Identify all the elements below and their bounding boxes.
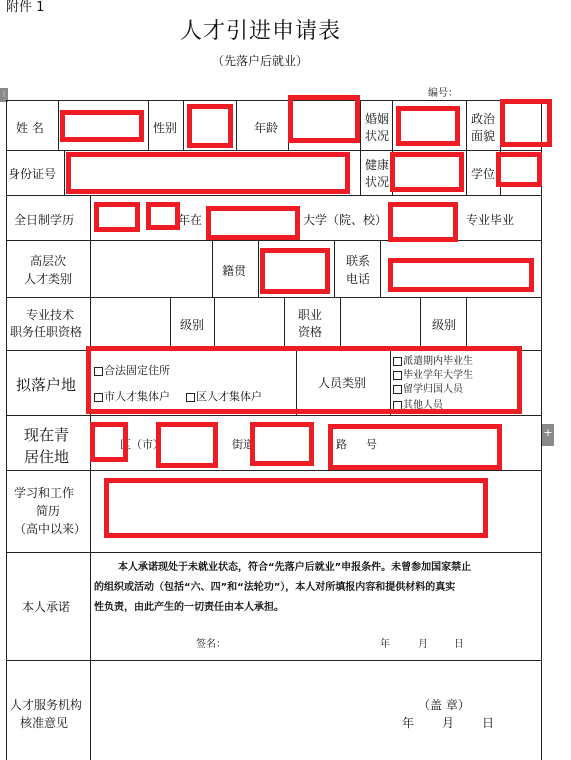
gender-field-redacted[interactable] xyxy=(187,104,233,148)
vocational-label-1: 职业 xyxy=(298,308,323,322)
resume-field-redacted[interactable] xyxy=(104,478,488,538)
agency-approval-label-2: 核准意见 xyxy=(20,716,69,730)
signature-label: 签名： xyxy=(196,639,226,650)
serial-number-label: 编号： xyxy=(428,88,458,99)
settlement-location-label: 拟落户地 xyxy=(16,376,77,394)
agency-approval-label-1: 人才服务机构 xyxy=(10,698,83,712)
street-field-redacted[interactable] xyxy=(250,422,314,466)
id-number-field-redacted[interactable] xyxy=(66,152,350,194)
approval-day-label: 日 xyxy=(482,716,495,730)
political-label-1: 政治 xyxy=(471,112,496,126)
pledge-day-label: 日 xyxy=(454,639,464,650)
health-label-2: 状况 xyxy=(365,175,390,189)
university-field-redacted[interactable] xyxy=(206,206,300,240)
resume-label-1: 学习和工作 xyxy=(14,486,75,500)
major-graduated-label: 专业毕业 xyxy=(466,213,515,227)
option-label: 合法固定住所 xyxy=(104,364,170,377)
phone-field-redacted[interactable] xyxy=(388,258,534,292)
education-field-redacted[interactable] xyxy=(94,202,140,232)
form-title: 人才引进申请表 xyxy=(180,19,342,44)
street-label: 街道 xyxy=(232,438,254,451)
degree-label: 学位 xyxy=(471,167,496,181)
house-number-label: 号 xyxy=(366,438,377,451)
name-field-redacted[interactable] xyxy=(60,110,144,142)
option-label: 市人才集体户 xyxy=(104,390,170,403)
option-label: 其他人员 xyxy=(403,400,443,411)
pledge-month-label: 月 xyxy=(418,639,428,650)
contact-label-1: 联系 xyxy=(346,254,371,268)
personnel-type-label: 人员类别 xyxy=(318,376,367,390)
approval-year-label: 年 xyxy=(402,716,415,730)
pledge-text-line-2: 的组织或活动（包括“六、四”和“法轮功”），本人对所填报内容和提供材料的真实 xyxy=(94,582,456,593)
health-label-1: 健康 xyxy=(365,158,390,172)
year-field-redacted[interactable] xyxy=(146,202,180,230)
resume-label-3: （高中以来） xyxy=(14,522,87,536)
age-field-redacted[interactable] xyxy=(288,95,360,143)
settlement-selection-redacted[interactable] xyxy=(86,346,522,414)
political-label-2: 面貌 xyxy=(471,129,496,143)
id-number-label: 身份证号 xyxy=(8,167,57,181)
major-field-redacted[interactable] xyxy=(388,202,458,242)
contact-label-2: 电话 xyxy=(346,272,371,286)
vocational-label-2: 资格 xyxy=(298,325,323,339)
name-label: 姓 名 xyxy=(16,121,44,135)
pledge-label: 本人承诺 xyxy=(22,600,71,614)
year-in-label: 年在 xyxy=(178,213,203,227)
tech-title-label-1: 专业技术 xyxy=(26,308,75,322)
current-residence-label-1: 现在青 xyxy=(24,426,70,444)
attachment-label: 附件 1 xyxy=(6,0,45,15)
marital-label-2: 状况 xyxy=(365,129,390,143)
resize-handle-left[interactable]: ⁝ xyxy=(0,88,8,102)
district-name-field-redacted[interactable] xyxy=(156,422,218,468)
native-place-label: 籍贯 xyxy=(222,264,247,278)
pledge-year-label: 年 xyxy=(380,639,390,650)
pledge-text-line-1: 本人承诺现处于未就业状态，符合“先落户后就业”申报条件。未曾参加国家禁止 xyxy=(118,562,472,573)
resume-label-2: 简历 xyxy=(36,504,61,518)
health-field-redacted[interactable] xyxy=(390,152,464,192)
district-label: 区（市） xyxy=(120,438,164,451)
pledge-text-line-3: 性负责，由此产生的一切责任由本人承担。 xyxy=(94,602,284,613)
degree-field-redacted[interactable] xyxy=(496,152,542,187)
marital-field-redacted[interactable] xyxy=(396,106,460,146)
age-label: 年龄 xyxy=(254,121,279,135)
gender-label: 性别 xyxy=(153,121,178,135)
option-label: 留学归国人员 xyxy=(403,384,463,395)
district-field-redacted[interactable] xyxy=(90,422,128,462)
expand-handle-right[interactable]: + xyxy=(542,424,554,446)
marital-label-1: 婚姻 xyxy=(365,112,390,126)
native-place-field-redacted[interactable] xyxy=(260,248,330,294)
form-subtitle: （先落户后就业） xyxy=(212,54,309,68)
level-label-1: 级别 xyxy=(180,318,205,332)
political-field-redacted[interactable] xyxy=(500,99,552,147)
current-residence-label-2: 居住地 xyxy=(24,448,70,466)
tech-title-label-2: 职务任职资格 xyxy=(10,325,83,339)
seal-label: （盖 章） xyxy=(418,698,470,712)
fulltime-education-label: 全日制学历 xyxy=(14,213,75,227)
talent-category-label-1: 高层次 xyxy=(30,254,67,268)
university-label: 大学（院、校） xyxy=(303,213,388,227)
option-label: 区人才集体户 xyxy=(196,390,262,403)
approval-month-label: 月 xyxy=(442,716,455,730)
option-label: 毕业学年大学生 xyxy=(403,370,473,381)
address-field-redacted[interactable] xyxy=(328,424,502,470)
road-label: 路 xyxy=(336,438,347,451)
option-label: 派遣期内毕业生 xyxy=(403,356,473,367)
level-label-2: 级别 xyxy=(432,318,457,332)
talent-category-label-2: 人才类别 xyxy=(24,272,73,286)
